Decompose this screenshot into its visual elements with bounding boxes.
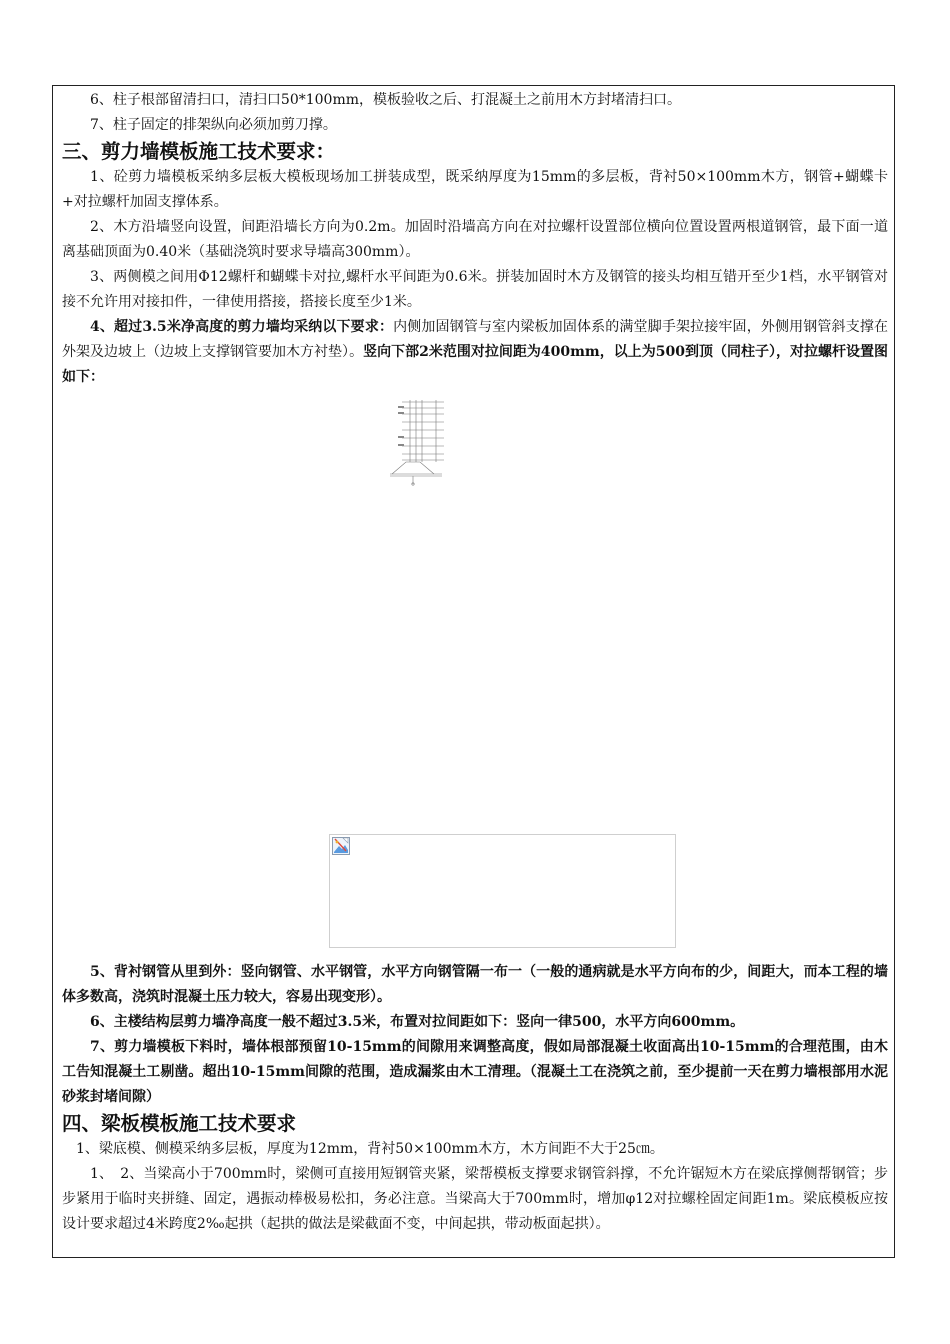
wall-item-2: 2、木方沿墙竖向设置，间距沿墙长方向为0.2m。加固时沿墙高方向在对拉螺杆设置部位横向位置设置两根道钢管，最下面一道离基础顶面为0.40米（基础浇筑时要求导墙高300mm）。	[62, 219, 888, 260]
section-heading-shear-wall: 三、剪力墙模板施工技术要求：	[62, 140, 336, 163]
tie-rod-layout-drawing	[386, 398, 446, 486]
embedded-image-placeholder	[329, 834, 676, 948]
wall-item-3: 3、两侧模之间用Φ12螺杆和蝴蝶卡对拉,螺杆水平间距为0.6米。拼装加固时木方及钢管的接头均相互错开至少1档，水平钢管对接不允许用对接扣件，一律使用搭接，搭接长度至少1米。	[62, 269, 888, 310]
beam-item-2: 1、 2、当梁高小于700mm时，梁侧可直接用短钢管夹紧，梁帮模板支撑要求钢管斜撑，不允许锯短木方在梁底撑侧帮钢管；步步紧用于临时夹拼缝、固定，遇振动棒极易松扣，务必注意。当梁高大于700mm时，增加φ12对拉螺栓固定间距1m。梁底模板应按设计要求超过4米跨度2‰起拱（起拱的做法是梁截面不变，中间起拱，带动板面起拱）。	[62, 1166, 888, 1232]
column-item-6: 6、柱子根部留清扫口，清扫口50*100mm，模板验收之后、打混凝土之前用木方封堵清扫口。	[90, 92, 681, 108]
wall-item-4-mid: 内侧加固钢管与室内梁板加固体系的满堂脚手架拉接牢固，外侧用钢管斜支撑在外架及边坡上（边坡上支撑钢管要加木方衬垫）。	[62, 319, 888, 360]
wall-item-4-lead: 4、超过3.5米净高度的剪力墙均采纳以下要求：	[90, 319, 394, 335]
wall-item-7: 7、剪力墙模板下料时，墙体根部预留10-15mm的间隙用来调整高度，假如局部混凝土收面高出10-15mm的合理范围，由木工告知混凝土工剔凿。超出10-15mm间隙的范围，造成漏浆由木工清理。（混凝土工在浇筑之前，至少提前一天在剪力墙根部用水泥砂浆封堵间隙）	[62, 1039, 888, 1105]
wall-item-5: 5、背衬钢管从里到外：竖向钢管、水平钢管，水平方向钢管隔一布一（一般的通病就是水平方向布的少，间距大，而本工程的墙体多数高，浇筑时混凝土压力较大，容易出现变形）。	[62, 964, 888, 1005]
broken-image-icon	[332, 837, 350, 855]
beam-item-1: 1、梁底模、侧模采纳多层板，厚度为12mm，背衬50×100mm木方，木方间距不大于25㎝。	[76, 1141, 664, 1157]
wall-item-4	[62, 315, 888, 390]
lower-text-block	[62, 960, 888, 1237]
column-item-7: 7、柱子固定的排架纵向必须加剪刀撑。	[90, 117, 337, 133]
wall-item-6: 6、主楼结构层剪力墙净高度一般不超过3.5米，布置对拉间距如下：竖向一律500，水平方向600mm。	[90, 1014, 745, 1030]
upper-text-block	[62, 88, 888, 390]
wall-item-1: 1、砼剪力墙模板采纳多层板大模板现场加工拼装成型，既采纳厚度为15mm的多层板，背衬50×100mm木方，钢管+蝴蝶卡+对拉螺杆加固支撑体系。	[62, 169, 888, 210]
wall-item-4-bold: 竖向下部2米范围对拉间距为400mm，以上为500到顶（同柱子），对拉螺杆设置图如下：	[62, 344, 888, 385]
section-heading-beam-slab: 四、梁板模板施工技术要求	[62, 1112, 297, 1135]
